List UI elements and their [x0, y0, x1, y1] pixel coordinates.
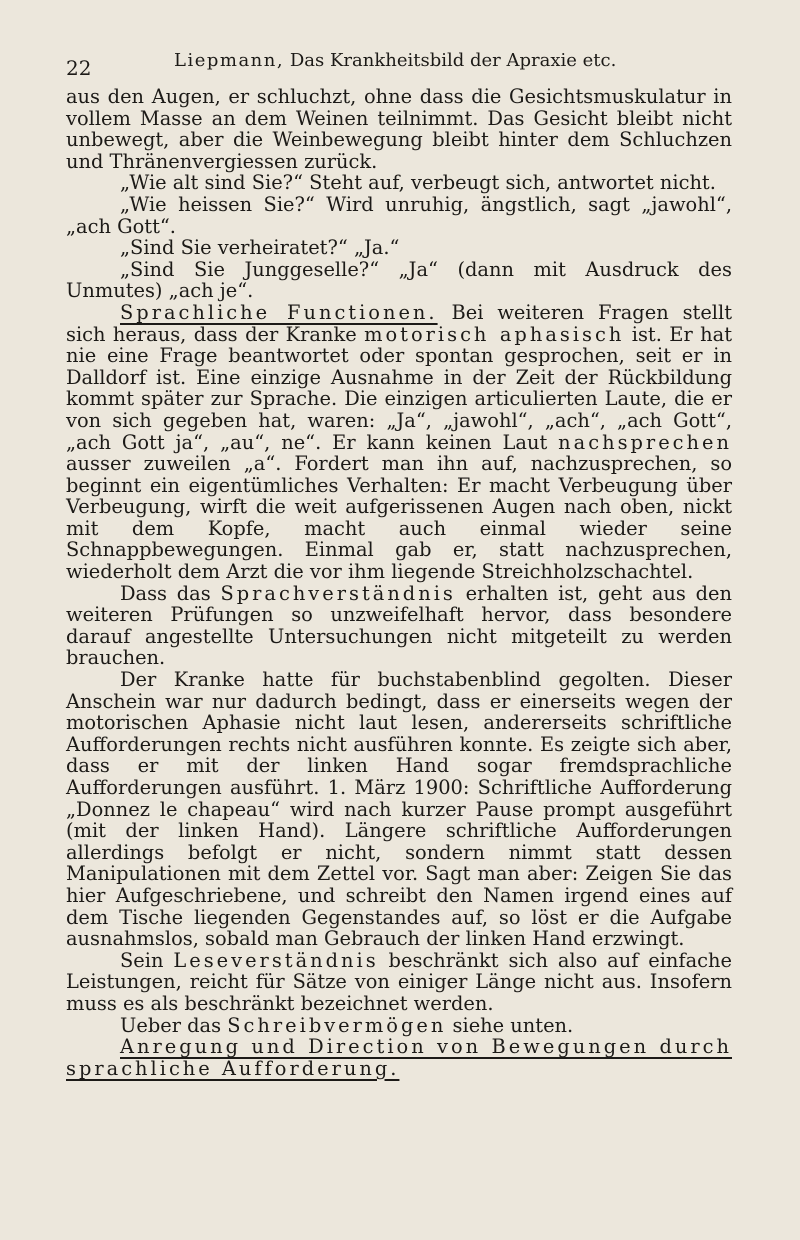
paragraph: aus den Augen, er schluchzt, ohne dass die Gesichtsmuskulatur in vollem Masse an dem Weinen teilnimmt. Das Gesicht bleibt nicht unbewegt, aber die Weinbewegung bleibt hinter dem Schluchzen und Thränenvergiessen zurück.: [66, 85, 732, 173]
running-header: [66, 50, 746, 80]
paragraph: „Wie alt sind Sie?“ Steht auf, verbeugt sich, antwortet nicht.: [120, 171, 716, 195]
paragraph: [66, 1015, 732, 1037]
header-title: Das Krankheitsbild der Apraxie etc.: [289, 50, 617, 71]
paragraph: [66, 1036, 732, 1079]
emphasis-text: Sprachverständnis: [220, 581, 456, 605]
text-run: siehe unten.: [446, 1013, 574, 1037]
paragraph: „Wie heissen Sie?“ Wird unruhig, ängstlich, sagt „jawohl“, „ach Gott“.: [66, 192, 732, 238]
paragraph: [66, 950, 732, 1015]
paragraph: [66, 302, 732, 583]
text-run: Bei weiteren Fragen stellt sich heraus, dass der Kranke: [66, 300, 732, 346]
section-heading: Anregung und Direction von Bewegungen durch sprachliche Aufforderung.: [66, 1035, 732, 1080]
text-run: ist. Er hat nie eine Frage beantwortet oder spontan gesprochen, seit er in Dalldorf ist. Eine einzige Ausnahme in der Zeit der Rückbildung kommt später zur Sprache. Die einzigen articulierten Laute, die er von sich gegeben hat, waren: „Ja“, „jawohl“, „ach“, „ach Gott“, „ach Gott ja“, „au“, ne“. Er kann keinen Laut: [66, 322, 732, 454]
page-body: [66, 86, 732, 1079]
emphasis-text: Leseverständnis: [173, 948, 379, 972]
emphasis-text: motorisch aphasisch: [364, 322, 625, 346]
running-title: [174, 50, 616, 71]
paragraph: „Sind Sie verheiratet?“ „Ja.“: [120, 236, 400, 260]
paragraph: [66, 583, 732, 669]
paragraph: Der Kranke hatte für buchstabenblind gegolten. Dieser Anschein war nur dadurch bedingt, dass er einerseits wegen der motorischen Aphasie nicht laut lesen, andererseits schriftliche Aufforderungen rechts nicht ausführen konnte. Es zeigte sich aber, dass er mit der linken Hand sogar fremdsprachliche Aufforderungen ausführt. 1. März 1900: Schriftliche Aufforderung „Donnez le chapeau“ wird nach kurzer Pause prompt ausgeführt (mit der linken Hand). Längere schriftliche Aufforderungen allerdings befolgt er nicht, sondern nimmt statt dessen Manipulationen mit dem Zettel vor. Sagt man aber: Zeigen Sie das hier Aufgeschriebene, und schreibt den Namen irgend eines auf dem Tische liegenden Gegenstandes auf, so löst er die Aufgabe ausnahmslos, sobald man Gebrauch der linken Hand erzwingt.: [66, 668, 732, 951]
text-run: Ueber das: [120, 1013, 228, 1037]
header-author: Liepmann,: [174, 50, 285, 71]
emphasis-text: Schreibvermögen: [227, 1013, 447, 1037]
text-run: Dass das: [120, 581, 221, 605]
paragraph: „Sind Sie Junggeselle?“ „Ja“ (dann mit Ausdruck des Unmutes) „ach je“.: [66, 257, 732, 303]
text-run: Sein: [120, 948, 174, 972]
section-heading: Sprachliche Functionen.: [120, 300, 438, 324]
emphasis-text: nachsprechen: [558, 430, 732, 454]
text-run: erhalten ist, geht aus den weiteren Prüfungen so unzweifelhaft hervor, dass besondere darauf angestellte Untersuchungen nicht mitgeteilt zu werden brauchen.: [66, 581, 732, 670]
text-run: ausser zuweilen „a“. Fordert man ihn auf, nachzusprechen, so beginnt ein eigentümliches Verhalten: Er macht Verbeugung über Verbeugung, wirft die weit aufgerissenen Augen nach oben, nickt mit dem Kopfe, macht auch einmal wieder seine Schnappbewegungen. Einmal gab er, statt nachzusprechen, wiederholt dem Arzt die vor ihm liegende Streichholzschachtel.: [66, 452, 732, 584]
page-number: 22: [66, 56, 92, 80]
text-run: beschränkt sich also auf einfache Leistungen, reicht für Sätze von einiger Länge nicht aus. Insofern muss es als beschränkt bezeichnet werden.: [66, 948, 732, 1015]
